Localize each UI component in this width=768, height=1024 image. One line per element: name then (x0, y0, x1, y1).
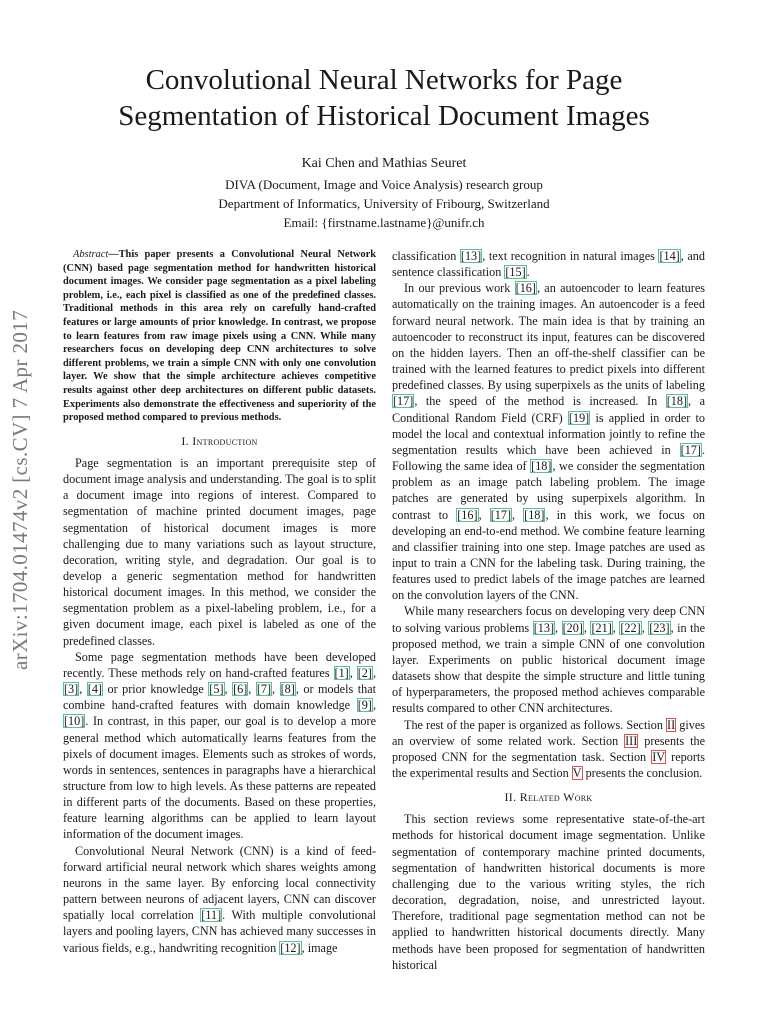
text-run: , image (301, 940, 338, 955)
text-run: , text recognition in natural images (482, 249, 659, 263)
text-run: In our previous work (404, 281, 515, 296)
citation-link[interactable]: [13] (460, 249, 482, 263)
text-run: , or models that combine hand-crafted features with domain knowledge (63, 682, 376, 713)
section-number: II. (504, 790, 520, 805)
text-run: , a Conditional Random Field (CRF) (392, 394, 706, 425)
section-heading-related-work (392, 789, 705, 805)
section-ref-link[interactable]: III (625, 733, 638, 748)
section-title: Introduction (192, 433, 258, 448)
author-names: Kai Chen and Mathias Seuret (301, 156, 467, 171)
abstract-text: —This paper presents a Convolutional Neural Network (CNN) based page segmentation method for handwritten historical document images. We consider page segmentation as a pixel labeling problem, i.e., each pixel is classified as one of the predefined classes. Traditional methods in this area rely on carefully hand-crafted features or large amounts of prior knowledge. In contrast, we propose to learn features from raw image pixels using a CNN. While many researchers focus on developing deep CNN architectures to solve different problems, we train a simple CNN with only one convolution layer. We show that the simple architecture achieves competitive results against other deep architectures on different public datasets. Experiments also demonstrate the effectiveness and superiority of the proposed method compared to previous methods. (63, 249, 376, 424)
text-run: . In contrast, in this paper, our goal is to develop a more general method which automatically learns features from the pixels of document images. Elements such as strokes of words, words in sentences, sentences in paragraphs have a hierarchical structure from low to high levels. As these patterns are repeated in different parts of the documents. Based on these properties, feature learning algorithms can be applied to learn layout information of the document images. (63, 714, 376, 842)
intro-paragraph-6 (392, 717, 705, 782)
intro-paragraph-4: In our previous work [16], an autoencoder to learn features automatically on the training images. An autoencoder is a feed forward neural network. The main idea is that by training an autoencoder to reconstruct its input, features can be discovered on the hidden layers. Then an off-the-shelf classifier can be trained with the learned features to predict pixels into different predefined classes. By using superpixels as the units of labeling [17], the speed of the method is increased. In [18], a Conditional Random Field (CRF) [19] is applied in order to model the local and contextual information jointly to refine the segmentation results which have been achieved in [17]. Following the same idea of [18], we consider the segmentation problem as an image patch labeling problem. The image patches are generated by using superpixels algorithm. In contrast to [16], [17], [18], in this work, we focus on developing an end-to-end method. We combine feature learning and classifier training into one step. Image patches are used as input to train a CNN for the labeling task. During training, the features used to predict labels of the image patches are learned on the convolution layers of the CNN. (392, 281, 706, 603)
section-ref-link[interactable]: V (572, 766, 582, 780)
section-title: Related Work (519, 790, 593, 805)
citation-link[interactable]: [12] (280, 940, 301, 955)
citation-link[interactable]: [16] (515, 281, 536, 296)
citation-link[interactable]: [1] (334, 665, 349, 680)
text-run: , in the proposed method, we train a simple CNN of one convolution layer. Experiments on public historical document image datasets show that despite the simple structure and little tuning of hyperparameters, the proposed method achieves comparable results compared to other CNN architectures. (392, 620, 706, 716)
author-block (120, 154, 648, 232)
text-run: While many researchers focus on developing very deep CNN to solving various problems (392, 604, 705, 635)
citation-link[interactable]: [14] (659, 249, 680, 263)
citation-link[interactable]: [20] (562, 620, 583, 635)
text-run: . (526, 265, 530, 280)
abstract (63, 248, 376, 425)
text-run: or prior knowledge (102, 682, 209, 697)
intro-paragraph-1: Page segmentation is an important prerequisite step of document image analysis and understanding. The goal is to split a document image into regions of interest. Compared to segmentation of machine printed document images, page segmentation of historical document images is more challenging due to many variations such as layout structure, decoration, writing style, and degradation. Our goal is to develop a generic segmentation method for handwritten historical document images. In this method, we consider the segmentation problem as a pixel-labeling problem, i.e., for a given document image, each pixel is labeled as one of the predefined classes. (63, 455, 376, 648)
citation-link[interactable]: [16] (457, 507, 478, 522)
citation-link[interactable]: [5] (209, 682, 224, 697)
affiliation-group: DIVA (Document, Image and Voice Analysis) research group (225, 177, 543, 192)
citation-link[interactable]: [6] (233, 682, 248, 697)
text-run: gives an overview of some related work. Section (392, 717, 705, 748)
author-email: Email: {firstname.lastname}@unifr.ch (283, 215, 485, 230)
intro-paragraph-2: Some page segmentation methods have been developed recently. These methods rely on hand-crafted features [1], [2], [3], [4] or prior knowledge [5], [6], [7], [8], or models that combine hand-crafted features with domain knowledge [9], [10]. In contrast, in this paper, our goal is to develop a more general method which automatically learns features from the pixels of document images. Elements such as strokes of words, words in sentences, sentences in paragraphs have a hierarchical structure from low to high levels. As these patterns are repeated in different parts of the documents. Based on these properties, feature learning algorithms can be applied to learn layout information of the document images. (63, 649, 376, 842)
right-column (392, 248, 705, 973)
text-run: . With multiple convolutional layers and pooling layers, CNN has achieved many successes in various fields, e.g., handwriting recognition (63, 908, 376, 955)
text-run: The rest of the paper is organized as follows. Section (404, 717, 667, 732)
citation-link[interactable]: [10] (64, 714, 85, 729)
text-run: Convolutional Neural Network (CNN) is a kind of feed-forward artificial neural network which shares weights among neurons in the same layer. By enforcing local connectivity pattern between neurons of adjacent layers, CNN can discover spatially local correlation (63, 843, 376, 923)
text-run: . Following the same idea of (392, 442, 705, 474)
citation-link[interactable]: [22] (620, 620, 641, 635)
text-run: presents the proposed CNN for the segmentation task. Section (392, 733, 706, 764)
section-ref-link[interactable]: IV (652, 749, 666, 764)
text-run: presents the conclusion. (582, 766, 703, 780)
text-run: , we consider the segmentation problem as an image patch labeling problem. The image patches are generated by using superpixels algorithm. In contrast to (392, 459, 706, 522)
citation-link[interactable]: [9] (357, 698, 372, 713)
abstract-label: Abstract (73, 249, 109, 260)
paper-title: Convolutional Neural Networks for Page Segmentation of Historical Document Images (118, 64, 650, 132)
text-run: reports the experimental results and Section (392, 749, 706, 780)
text-run: is applied in order to model the local and contextual information jointly to refine the segmentation results which have been achieved in (392, 410, 705, 457)
affiliation-department: Department of Informatics, University of Fribourg, Switzerland (218, 196, 550, 211)
text-run: , and sentence classification (392, 249, 705, 280)
citation-link[interactable]: [21] (591, 620, 612, 635)
citation-link[interactable]: [4] (87, 682, 102, 697)
citation-link[interactable]: [15] (505, 265, 526, 280)
citation-link[interactable]: [19] (568, 410, 590, 425)
citation-link[interactable]: [18] (524, 507, 545, 522)
text-run: Some page segmentation methods have been developed recently. These methods rely on hand-crafted features (63, 649, 376, 680)
intro-paragraph-3 (63, 843, 376, 956)
section-number: I. (181, 433, 193, 448)
text-run: , an autoencoder to learn features automatically on the training images. An autoencoder is a feed forward neural network. The main idea is that by training an autoencoder to reconstruct its input, features can be discovered on the hidden layers. Then an off-the-shelf classifier can be trained with the learned features to predict pixels into different predefined classes. By using superpixels as the units of labeling (392, 281, 705, 393)
citation-link[interactable]: [17] (393, 394, 414, 409)
citation-link[interactable]: [18] (666, 394, 688, 409)
arxiv-identifier: arXiv:1704.01474v2 [cs.CV] 7 Apr 2017 (8, 309, 32, 671)
text-run: , the speed of the method is increased. In (414, 394, 666, 409)
related-paragraph-1: This section reviews some representative state-of-the-art methods for historical document image segmentation. Unlike segmentation of contemporary machine printed documents, segmentation of handwritten historical documents is more challenging due to the various writing styles, the rich decoration, degradation, noise, and unrestricted layout. Therefore, traditional page segmentation method can not be applied to handwritten historical documents directly. Many methods have been proposed for segmentation of handwritten historical (392, 812, 705, 972)
citation-link[interactable]: [11] (201, 908, 222, 923)
citation-link[interactable]: [23] (649, 620, 670, 635)
intro-paragraph-5: While many researchers focus on developing very deep CNN to solving various problems [13], [20], [21], [22], [23], in the proposed method, we train a simple CNN of one convolution layer. Experiments on public historical document image datasets show that despite the simple structure and little tuning of hyperparameters, the proposed method achieves comparable results compared to other CNN architectures. (392, 604, 706, 716)
citation-link[interactable]: [3] (64, 682, 79, 697)
section-heading-introduction (63, 433, 376, 449)
left-column (63, 248, 376, 956)
citation-link[interactable]: [18] (531, 459, 552, 474)
text-run: classification (392, 249, 460, 263)
citation-link[interactable]: [8] (280, 682, 295, 697)
citation-link[interactable]: [7] (256, 682, 272, 697)
citation-link[interactable]: [2] (357, 665, 372, 680)
intro-paragraph-3-continued (392, 248, 705, 280)
citation-link[interactable]: [17] (490, 507, 512, 522)
citation-link[interactable]: [13] (533, 620, 555, 635)
citation-link[interactable]: [17] (680, 442, 701, 457)
text-run: , in this work, we focus on developing an end-to-end method. We combine feature learning and classifier training into one step. Image patches are used as input to train a CNN for the labeling task. During training, the features used to predict labels of the image patches are learned on the convolution layers of the CNN. (392, 507, 706, 603)
section-ref-link[interactable]: II (667, 717, 676, 732)
